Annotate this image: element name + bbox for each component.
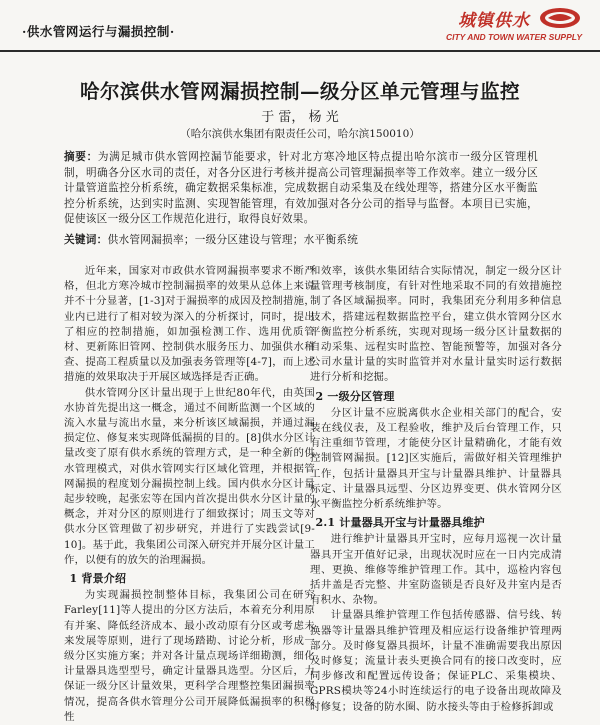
body-paragraph: 为实现漏损控制整体目标，我集团公司在研究Farley[11]等人提出的分区方法后，本着充分利用原有并案、降低经济成本、最小改动原有分区或考虑未来发展等原则，进行了现场踏勘、讨论分析，形成一级分区实施方案；并对各计量点现场详细勘测，细化计量器具选型型号，确定计量器具选型。分区后，力保证一级分区计量效果，更科学合理整控集团漏损率情况，提高各供水管理分公司开展降低漏损率的积极性 [64,589,315,723]
abstract-label: 摘要： [64,151,98,163]
body-paragraph: 近年来，国家对市政供水管网漏损率要求不断严格，但北方寒冷城市控制漏损率的效果从总体上来说并不十分显著，[1-3]对于漏损率的成因及控制措施，业内已进行了相对较为深入的分析探讨，同时，提出了相应的控制措施，如加强检测工作、选用优质管材、更新陈旧管网、控制供水服务压力、加强供水稽查、提高工程质量以及加强表务管理等[4-7]，而上述措施的效果取决于开展区域选择是否正确。 [64,265,315,384]
keywords-label: 关键词： [64,234,108,246]
body-column-right [310,264,562,715]
article-title: 哈尔滨供水管网漏损控制—级分区单元管理与监控 [79,80,520,103]
section-heading: 2.1 计量器具开宝与计量器具维护 [315,516,485,530]
body-paragraph: 和效率，该供水集团结合实际情况，制定一级分区计量管理考核制度，有针对性地采取不同的有效措施控制了各区域漏损率。同时，我集团充分利用多种信息技术，搭建远程数据监控平台，建立供水管网分区水平衡监控分析系统，实现对现场一级分区计量数据的自动采集、远程实时监控、智能预警等，加强对各分公司水量计量的实时监管并对水量计量实时运行数据进行分析和挖掘。 [310,265,562,384]
body-column-left [64,264,315,725]
brand-name-cn: 城镇供水 [458,11,530,31]
keywords [64,233,538,248]
article-authors: 于 雷， 杨 光 [261,110,339,125]
section-heading: 2 一级分区管理 [315,389,395,403]
body-paragraph: 分区计量不应脱离供水企业相关部门的配合，安装在线仪表，及工程验收，维护及后台管理工作，只有注重细节管理，才能使分区计量精确化，才能有效控制管网漏损。[12]区实施后，需做好相关管理维护工作，包括计量器具开宝与计量器具维护、计量器具标定、计量器具远型、分区边界变更、供水管网分区水平衡监控分析系统维护等。 [310,406,562,511]
body-paragraph: 供水管网分区计量出现于上世纪80年代，由英国水协首先提出这一概念，通过不间断监测一个区域的流入水量与流出水量，来分析该区域漏损，并通过漏损定位、修复来实现降低漏损的目的。[8]供水分区计量改变了原有供水系统的管理方式，是一种全新的供水管理模式，对供水管网实行区域化管理，并根据管网漏损的程度划分漏损控制上线。国内供水分区计量起步较晚，起张宏等在国内首次提出供水分区计量的概念，并对分区的原则进行了细致探讨；周玉文等对供水分区管理做了初步研究，并进行了实践尝试[9-10]。基于此，我集团公司深入研究并开展分区计量工作，以便有的放矢的治理漏损。 [64,386,315,566]
section-tag: ·供水管网运行与漏损控制· [22,24,175,39]
article-affiliation: （哈尔滨供水集团有限责任公司，哈尔滨150010） [180,128,420,140]
keywords-text: 供水管网漏损率；一级分区建设与管理；水平衡系统 [107,234,359,246]
abstract-text: 为满足城市供水管网控漏节能要求，针对北方寒冷地区特点提出哈尔滨市一级分区管理机制，明确各分区水司的责任，对各分区进行考核并提高公司管理漏损率等工作效率。建立一级分区计量管道监控分析系统，确定数据采集标准，完成数据自动采集及在线处理等，搭建分区水平衡监控分析系统，达到实时监测、实现智能管理，有效加强对各分公司的指导与监督。本项目已实施，促使该区一级分区工作规范化进行，取得良好效果。 [64,151,538,226]
section-heading: 1 背景介绍 [69,572,127,586]
body-paragraph: 计量器具维护管理工作包括传感器、信号线、转换器等计量器具维护管理及相应运行设备维护管理两部分。及时修复器具损坏，计量不准确需要我出原因及时修复；流量计表头更换合同有的接口改变时，应同步修改和配置远传设备；保证PLC、采集模块、GPRS模块等24小时连续运行的电子设备出现故障及时修复；设备的防水圈、防水接头等由于检修拆卸或 [310,609,562,713]
page-header [0,0,600,52]
body-paragraph: 进行维护计量器具开宝时，应每月巡视一次计量器具开宝开值好记录，出现状况时应在一日内完成清理、更换、维修等维护管理工作。其中，巡检内容包括井盖是否完整、井室防盗锁是否良好及井室内是否有积水、杂物。 [310,533,562,607]
journal-logo-icon [538,6,582,30]
brand-name-en: CITY AND TOWN WATER SUPPLY [445,32,582,42]
abstract [64,150,538,228]
journal-brand [402,4,582,48]
